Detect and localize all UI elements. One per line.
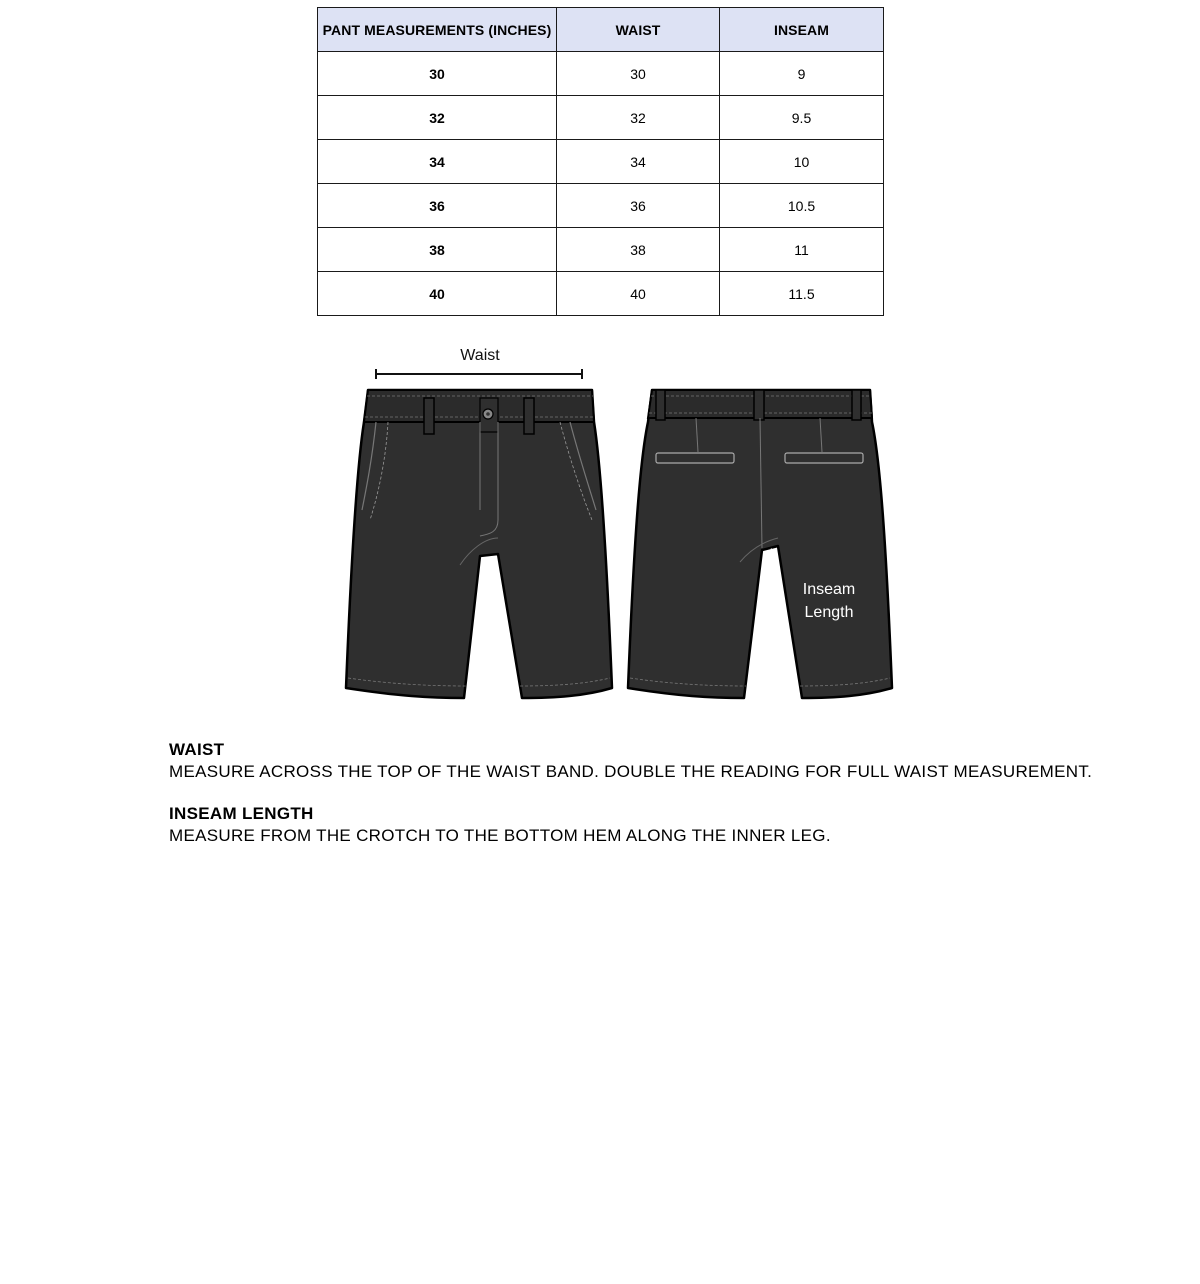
size-cell: 34 bbox=[318, 140, 557, 184]
table-row bbox=[318, 184, 884, 228]
waist-cell: 40 bbox=[557, 272, 720, 316]
table-row bbox=[318, 96, 884, 140]
waist-cell: 30 bbox=[557, 52, 720, 96]
header-waist: WAIST bbox=[557, 8, 720, 52]
shorts-front-view bbox=[346, 390, 612, 698]
inseam-cell: 11 bbox=[720, 228, 884, 272]
header-pant-measurements: PANT MEASUREMENTS (INCHES) bbox=[318, 8, 557, 52]
inseam-instruction bbox=[169, 803, 1169, 847]
table-row bbox=[318, 52, 884, 96]
waist-cell: 38 bbox=[557, 228, 720, 272]
table-row bbox=[318, 140, 884, 184]
waist-label: Waist bbox=[460, 347, 500, 364]
measurement-instructions bbox=[169, 739, 1169, 867]
waist-instruction bbox=[169, 739, 1169, 783]
size-cell: 36 bbox=[318, 184, 557, 228]
inseam-heading: INSEAM LENGTH bbox=[169, 804, 314, 823]
shorts-back-view bbox=[628, 390, 892, 698]
inseam-cell: 11.5 bbox=[720, 272, 884, 316]
inseam-cell: 10 bbox=[720, 140, 884, 184]
inseam-label-line2: Length bbox=[804, 604, 854, 621]
inseam-description: MEASURE FROM THE CROTCH TO THE BOTTOM HEM ALONG THE INNER LEG. bbox=[169, 826, 831, 845]
table-row bbox=[318, 272, 884, 316]
waist-cell: 36 bbox=[557, 184, 720, 228]
shorts-measurement-illustration bbox=[330, 340, 902, 712]
inseam-cell: 9.5 bbox=[720, 96, 884, 140]
waist-measure-line bbox=[376, 369, 582, 379]
waist-cell: 32 bbox=[557, 96, 720, 140]
table-header-row bbox=[318, 8, 884, 52]
table-row bbox=[318, 228, 884, 272]
shorts-front-body bbox=[346, 390, 612, 698]
header-inseam: INSEAM bbox=[720, 8, 884, 52]
size-cell: 40 bbox=[318, 272, 557, 316]
inseam-cell: 10.5 bbox=[720, 184, 884, 228]
size-cell: 32 bbox=[318, 96, 557, 140]
size-cell: 38 bbox=[318, 228, 557, 272]
waist-description: MEASURE ACROSS THE TOP OF THE WAIST BAND. DOUBLE THE READING FOR FULL WAIST MEASUREMENT. bbox=[169, 762, 1093, 781]
size-chart-table bbox=[317, 7, 884, 316]
waist-cell: 34 bbox=[557, 140, 720, 184]
inseam-cell: 9 bbox=[720, 52, 884, 96]
size-cell: 30 bbox=[318, 52, 557, 96]
inseam-label-line1: Inseam bbox=[802, 581, 856, 598]
waist-heading: WAIST bbox=[169, 740, 225, 759]
